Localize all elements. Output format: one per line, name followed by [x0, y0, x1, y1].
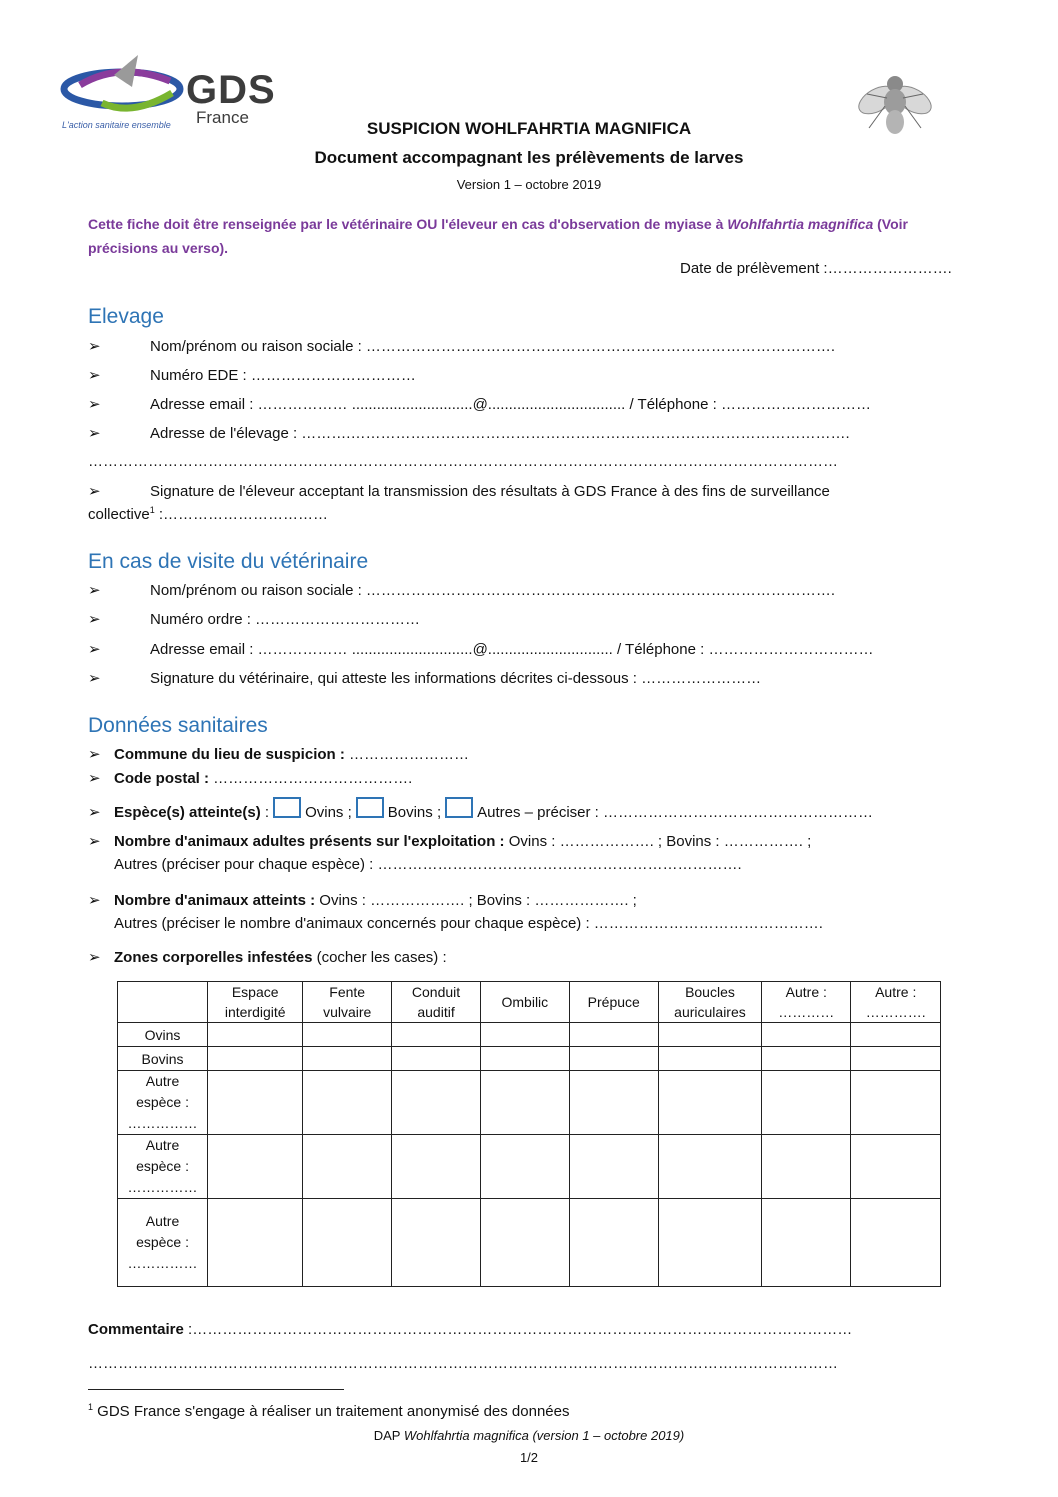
table-row: [118, 1023, 941, 1047]
vet-signature-field[interactable]: ➢ Signature du vétérinaire, qui atteste les informations décrites ci-dessous : ……………………: [88, 670, 762, 687]
section-heading-elevage: Elevage: [88, 305, 164, 328]
infected-animals-other-field[interactable]: Autres (préciser le nombre d'animaux concernés pour chaque espèce) : ……………………………………….: [114, 915, 823, 932]
table-cell[interactable]: [762, 1199, 851, 1287]
table-cell[interactable]: [303, 1023, 392, 1047]
table-cell[interactable]: [569, 1199, 658, 1287]
table-cell[interactable]: [303, 1135, 392, 1199]
infected-animals-field[interactable]: ➢ Nombre d'animaux atteints : Ovins : ………………. ; Bovins : ………………. ;: [88, 892, 637, 909]
table-row: [118, 1071, 941, 1135]
farm-address-line2[interactable]: ……………………………………………………………………………………………………………………………………: [88, 453, 838, 470]
table-cell[interactable]: [392, 1023, 481, 1047]
table-cell[interactable]: [303, 1199, 392, 1287]
logo-name: GDS: [186, 68, 276, 112]
document-title: SUSPICION WOHLFAHRTIA MAGNIFICA: [366, 119, 692, 138]
table-cell[interactable]: [762, 1023, 851, 1047]
document-version: Version 1 – octobre 2019: [456, 177, 602, 192]
row-label: Ovins: [118, 1023, 208, 1047]
row-label: Bovins: [118, 1047, 208, 1071]
column-header: Boucles auriculaires: [658, 982, 761, 1023]
table-cell[interactable]: [392, 1071, 481, 1135]
table-cell[interactable]: [851, 1071, 941, 1135]
table-cell[interactable]: [569, 1071, 658, 1135]
page-footer: DAP Wohlfahrtia magnifica (version 1 – octobre 2019): [373, 1428, 685, 1443]
table-cell[interactable]: [392, 1047, 481, 1071]
table-cell[interactable]: [208, 1071, 303, 1135]
column-header: Ombilic: [480, 982, 569, 1023]
table-row: [118, 1047, 941, 1071]
vet-name-field[interactable]: ➢ Nom/prénom ou raison sociale : ………………………………………………………………………………….: [88, 582, 836, 599]
adult-animals-other-field[interactable]: Autres (préciser pour chaque espèce) : ……………………………………………………………….: [114, 856, 742, 873]
section-heading-veterinaire: En cas de visite du vétérinaire: [88, 550, 369, 573]
table-cell[interactable]: [851, 1047, 941, 1071]
table-cell[interactable]: [480, 1047, 569, 1071]
sampling-date-field[interactable]: Date de prélèvement :…………………….: [680, 260, 952, 277]
commune-field[interactable]: ➢ Commune du lieu de suspicion : ……………………: [88, 746, 470, 763]
comment-line2[interactable]: ……………………………………………………………………………………………………………………………………: [88, 1355, 838, 1372]
autres-checkbox[interactable]: [445, 797, 473, 818]
other-species-field[interactable]: Autres – préciser : ………………………………………………: [477, 804, 873, 821]
column-header: Prépuce: [569, 982, 658, 1023]
row-label: Autre espèce : ……………: [118, 1199, 208, 1287]
table-cell[interactable]: [569, 1023, 658, 1047]
table-header-row: [118, 982, 941, 1023]
logo-tagline: L'action sanitaire ensemble: [62, 120, 171, 130]
table-cell[interactable]: [208, 1023, 303, 1047]
vet-email-phone-field[interactable]: ➢ Adresse email : ……………… .............................@.............................. / Téléphone : ……………………………: [88, 641, 874, 658]
column-header: Autre : …………: [762, 982, 851, 1023]
table-row: [118, 1199, 941, 1287]
table-row: [118, 1135, 941, 1199]
table-cell[interactable]: [480, 1199, 569, 1287]
table-cell[interactable]: [762, 1135, 851, 1199]
table-cell[interactable]: [303, 1047, 392, 1071]
table-cell[interactable]: [762, 1071, 851, 1135]
intro-text: Cette fiche doit être renseignée par le vétérinaire OU l'éleveur en cas d'observation de myiase à Wohlfahrtia magnifica (Voir précisions au verso).: [88, 216, 908, 256]
table-cell[interactable]: [762, 1047, 851, 1071]
section-heading-sanitaire: Données sanitaires: [88, 714, 268, 737]
row-label: Autre espèce : ……………: [118, 1135, 208, 1199]
species-field: ➢ Espèce(s) atteinte(s) : Ovins ; Bovins ; Autres – préciser : ………………………………………………: [88, 797, 873, 821]
ovins-checkbox[interactable]: [273, 797, 301, 818]
table-cell[interactable]: [851, 1023, 941, 1047]
table-cell[interactable]: [658, 1199, 761, 1287]
document-subtitle: Document accompagnant les prélèvements de larves: [314, 148, 744, 167]
table-cell[interactable]: [208, 1199, 303, 1287]
column-header: Conduit auditif: [392, 982, 481, 1023]
table-cell[interactable]: [480, 1071, 569, 1135]
table-cell[interactable]: [658, 1135, 761, 1199]
table-cell[interactable]: [658, 1071, 761, 1135]
farm-address-field[interactable]: ➢ Adresse de l'élevage : ……….……………………………………………………………………………………….: [88, 425, 850, 442]
column-header: Autre : ………….: [851, 982, 941, 1023]
footnote: $^1$ GDS France s'engage à réaliser un traitement anonymisé des données: [88, 1402, 570, 1420]
table-cell[interactable]: [658, 1047, 761, 1071]
table-cell[interactable]: [851, 1199, 941, 1287]
farm-name-field[interactable]: ➢ Nom/prénom ou raison sociale : ………………………………………………………………………………….: [88, 338, 836, 355]
farm-email-phone-field[interactable]: ➢ Adresse email : ……………… .............................@................................. / Téléphone : …………………………: [88, 396, 871, 413]
table-cell[interactable]: [851, 1135, 941, 1199]
comment-field[interactable]: Commentaire :……………………………………………………………………………………………………………………: [88, 1321, 853, 1338]
body-zones-label: ➢ Zones corporelles infestées (cocher les cases) :: [88, 949, 447, 966]
bovins-checkbox[interactable]: [356, 797, 384, 818]
table-cell[interactable]: [208, 1135, 303, 1199]
column-header: Fente vulvaire: [303, 982, 392, 1023]
table-cell[interactable]: [569, 1135, 658, 1199]
postal-code-field[interactable]: ➢ Code postal : ………………………………….: [88, 770, 413, 787]
farmer-signature-field[interactable]: ➢ Signature de l'éleveur acceptant la transmission des résultats à GDS France à des fins de surveillance: [88, 483, 830, 500]
row-label: Autre espèce : ……………: [118, 1071, 208, 1135]
table-corner-cell: [118, 982, 208, 1023]
footnote-divider: [88, 1389, 344, 1390]
table-cell[interactable]: [392, 1199, 481, 1287]
adult-animals-field[interactable]: ➢ Nombre d'animaux adultes présents sur l'exploitation : Ovins : ………………. ; Bovins : ……………. ;: [88, 833, 812, 850]
table-cell[interactable]: [480, 1023, 569, 1047]
vet-order-number-field[interactable]: ➢ Numéro ordre : ……………………………: [88, 611, 421, 628]
table-cell[interactable]: [208, 1047, 303, 1071]
body-zones-table: [117, 981, 941, 1287]
logo-country: France: [196, 108, 249, 127]
column-header: Espace interdigité: [208, 982, 303, 1023]
table-cell[interactable]: [303, 1071, 392, 1135]
table-cell[interactable]: [392, 1135, 481, 1199]
table-cell[interactable]: [658, 1023, 761, 1047]
farmer-signature-line2[interactable]: collective$^1$ :……………………………: [88, 505, 329, 523]
table-cell[interactable]: [480, 1135, 569, 1199]
page-number: 1/2: [519, 1450, 539, 1465]
table-cell[interactable]: [569, 1047, 658, 1071]
ede-number-field[interactable]: ➢ Numéro EDE : ……………………………: [88, 367, 416, 384]
